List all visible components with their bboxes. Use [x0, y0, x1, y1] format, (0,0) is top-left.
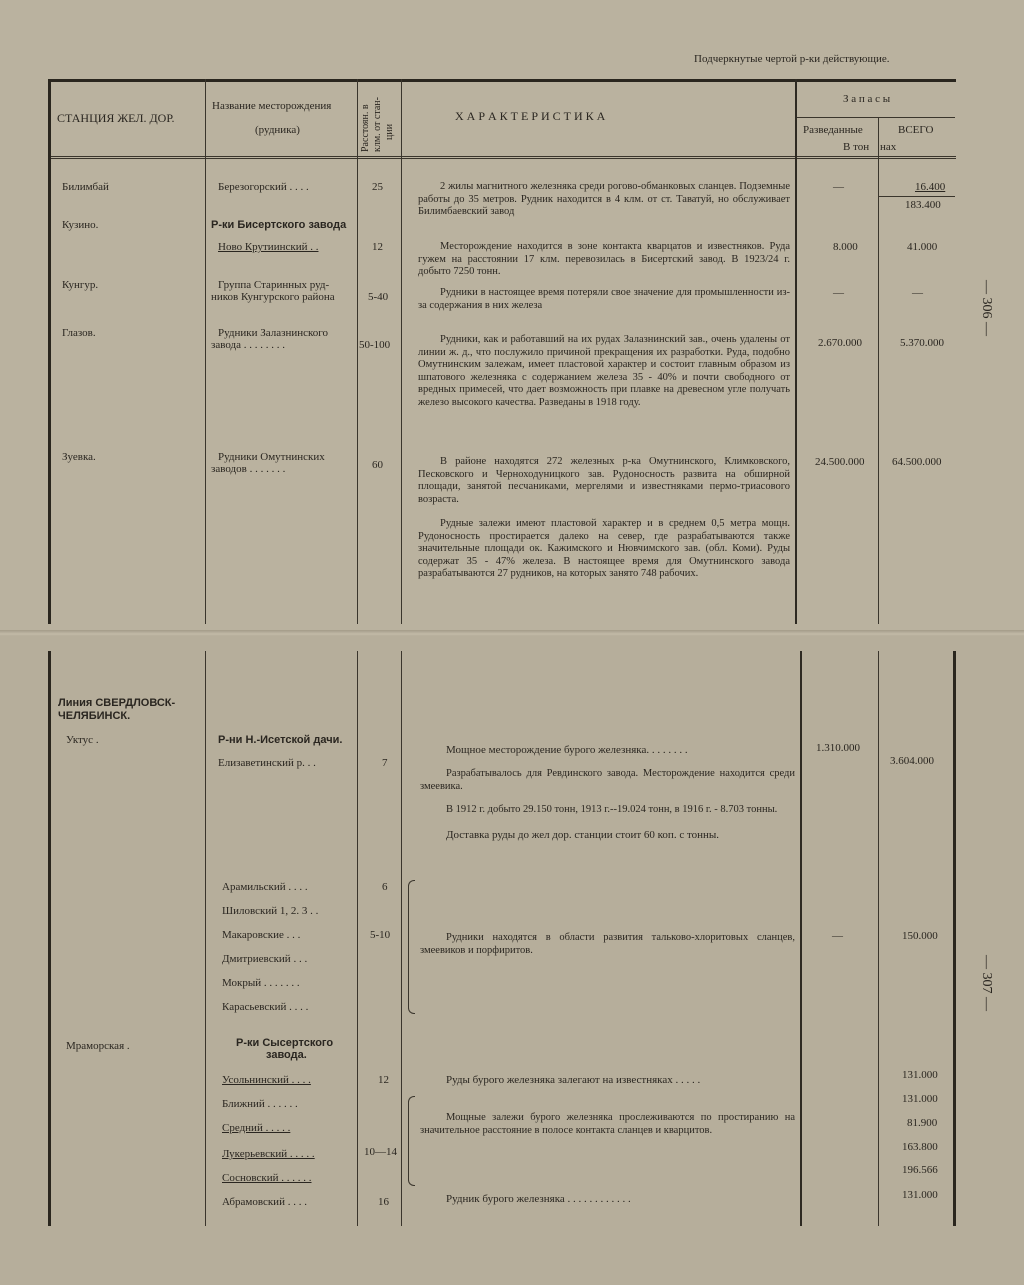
deposit-karasevsky: Карасьевский . . . . [222, 1001, 309, 1013]
dist-aramilsky: 6 [382, 881, 388, 893]
b-col-line-0 [48, 651, 51, 1226]
deposit-kungur-1: Группа Старинных руд- [218, 279, 330, 291]
header-bottom-line-2 [48, 158, 956, 159]
deposit-lukeryevsky: Лукерьевский . . . . . [222, 1148, 315, 1160]
page-number-307: — 307 — [979, 955, 994, 1011]
text-zuevka-2: Рудные залежи имеют пластовой характер и в среднем 0,5 метра мощн. Рудоносность простирается далеко на север, где разрабатываются также значительные площади ок. Кажимского и Нювчимского зав. (обл. Коми). Руды содержат 35 - 47% железа. В настоящее время для Омутнинского завода разрабатываются 27 рудников, на которых занято 748 рабочих. [418, 518, 790, 579]
total-bilimbay-2: 183.400 [905, 199, 941, 211]
explored-novo: 8.000 [833, 241, 858, 253]
col-line-3 [401, 79, 402, 624]
explored-kungur: — [833, 287, 844, 299]
deposit-makarovskie: Макаровские . . . [222, 929, 301, 941]
total-lukeryevsky: 163.800 [902, 1141, 938, 1153]
total-uktus: 3.604.000 [890, 755, 934, 767]
total-kungur: — [912, 287, 923, 299]
header-distance-3: ции [384, 123, 395, 140]
header-units-b: нах [880, 141, 897, 153]
deposit-sosnovsky: Сосновский . . . . . . [222, 1172, 312, 1184]
text-bilimbay: 2 жилы магнитного железняка среди рогово-обманковых сланцев. Подземные работы до 35 метров. Рудник находится в 4 клм. от ст. Таватуй, но обслуживает Билимбаевский завод [418, 181, 790, 217]
dist-novo: 12 [372, 241, 383, 253]
header-characteristic: Х А Р А К Т Е Р И С Т И К А [455, 109, 606, 123]
explored-bilimbay: — [833, 181, 844, 193]
header-deposit: Название месторождения [212, 100, 332, 112]
col-line-2 [357, 79, 358, 624]
station-mramorskaya: Мраморская . [66, 1040, 130, 1052]
deposit-zuevka-2: заводов . . . . . . . [211, 463, 286, 475]
deposit-zuevka-1: Рудники Омутнинских [218, 451, 325, 463]
total-split-line [878, 196, 955, 197]
header-total: ВСЕГО [898, 124, 934, 136]
dist-usolkinsky: 12 [378, 1074, 389, 1086]
explored-group2: — [832, 930, 843, 942]
text-zuevka: В районе находятся 272 железных р-ка Омутнинского, Климковского, Песковского и Черноходуницкого зав. Рудоносность развита на обширной площади, занятой песчаниками, мергелями и известняками пермо-триасового возраста. [418, 456, 790, 505]
explored-zuevka: 24.500.000 [815, 456, 865, 468]
b-col-line-1 [205, 651, 206, 1226]
header-deposit-sub: (рудника) [255, 124, 300, 136]
text-glazov: Рудники, как и работавший на их рудах Залазнинский зав., очень удалены от линии ж. д., что послужило причиной прекращения их разработки. Руда, подобно Омутнинским залежам, имеет пластовой характер и состоит главным образом из шпатового железняка с содержанием железа 35 - 40% и почти свободного от вредных примесей, что дает возможность при плавке на древесном угле получать железо высокого качества. Разведаны в 1918 году. [418, 334, 790, 408]
text-uktus-2: Разрабатывалось для Ревдинского завода. Месторождение находится среди змеевика. [420, 768, 795, 792]
station-kungur: Кунгур. [62, 279, 99, 291]
text-uktus-4: Доставка руды до жел дор. станции стоит 60 коп. с тонны. [446, 829, 720, 841]
station-bilimbay: Билимбай [62, 181, 109, 193]
header-bottom-line [48, 156, 956, 157]
header-explored: Разведанные [803, 124, 863, 136]
deposit-blizhny: Ближний . . . . . . [222, 1098, 298, 1110]
text-novo: Месторождение находится в зоне контакта кварцатов и известняков. Руда гужем на расстоянии 17 клм. перевозилась в Бисертский завод. В 1923/24 г. добыто 7250 тонн. [418, 241, 790, 277]
total-group2: 150.000 [902, 930, 938, 942]
dist-group2: 5-10 [370, 929, 391, 941]
text-mramor-group: Мощные залежи бурого железняка прослеживаются по простиранию на значительное расстояние в полосе контакта сланцев и кварцитов. [420, 1112, 795, 1136]
header-station: СТАНЦИЯ ЖЕЛ. ДОР. [57, 111, 175, 125]
group-bisert: Р-ки Бисертского завода [211, 219, 347, 231]
brace-mramor [408, 1096, 415, 1186]
b-col-line-3 [401, 651, 402, 1226]
total-usolkinsky: 131.000 [902, 1069, 938, 1081]
total-blizhny: 131.000 [902, 1093, 938, 1105]
legend-note: Подчеркнутые чертой р-ки действующие. [694, 53, 890, 65]
deposit-abramovsky: Абрамовский . . . . [222, 1196, 307, 1208]
dist-glazov: 50-100 [359, 339, 391, 351]
dist-mramor-group: 10—14 [364, 1146, 397, 1158]
total-sosnovsky: 196.566 [902, 1164, 938, 1176]
col-line-5 [878, 117, 879, 624]
deposit-glazov-1: Рудники Залазнинского [218, 327, 329, 339]
b-col-line-6 [953, 651, 956, 1226]
dist-bilimbay: 25 [372, 181, 383, 193]
text-kungur: Рудники в настоящее время потеряли свое значение для промышленности из-за содержания в них железа [418, 287, 790, 311]
page-number-306: — 306 — [979, 280, 994, 336]
deposit-usolkinsky: Усольнинский . . . . [222, 1074, 311, 1086]
group-sysert-2: завода. [266, 1049, 307, 1061]
total-glazov: 5.370.000 [900, 337, 944, 349]
deposit-mokry: Мокрый . . . . . . . [222, 977, 300, 989]
deposit-glazov-2: завода . . . . . . . . [211, 339, 286, 351]
deposit-novo: Ново Крутиинский . . [218, 241, 319, 253]
dist-uktus: 7 [382, 757, 388, 769]
text-usolkinsky: Руды бурого железняка залегают на известняках . . . . . [446, 1074, 701, 1086]
line-sverdlovsk: Линия СВЕРДЛОВСК-ЧЕЛЯБИНСК. [58, 697, 176, 722]
total-novo: 41.000 [907, 241, 938, 253]
total-zuevka: 64.500.000 [892, 456, 942, 468]
group-sysert-1: Р-ки Сысертского [236, 1037, 334, 1049]
text-abramovsky: Рудник бурого железняка . . . . . . . . . . . . [446, 1193, 631, 1205]
station-kuzino: Кузино. [62, 219, 99, 231]
total-bilimbay: 16.400 [915, 181, 946, 193]
dist-abramovsky: 16 [378, 1196, 389, 1208]
header-distance-1: Расстоян. в [360, 104, 371, 152]
header-distance-2: клм. от стан- [372, 97, 383, 152]
total-abramovsky: 131.000 [902, 1189, 938, 1201]
col-line-1 [205, 79, 206, 624]
col-line-0 [48, 79, 51, 624]
deposit-berezogorsky: Березогорский . . . . [218, 181, 309, 193]
station-uktus: Уктус . [66, 734, 99, 746]
text-uktus-1: Мощное месторождение бурого железняка. . . . . . . . [446, 744, 688, 756]
deposit-sredny: Средний . . . . . [222, 1122, 291, 1134]
table-top-border [48, 79, 956, 82]
brace-group2 [408, 880, 415, 1014]
explored-uktus: 1.310.000 [816, 742, 860, 754]
col-line-4 [795, 79, 797, 624]
station-zuevka: Зуевка. [62, 451, 96, 463]
group-n-iset: Р-ни Н.-Исетской дачи. [218, 734, 343, 746]
deposit-dmitrievsky: Дмитриевский . . . [222, 953, 308, 965]
deposit-aramilsky: Арамильский . . . . [222, 881, 308, 893]
total-sredny: 81.900 [907, 1117, 938, 1129]
deposit-elizavetinsky: Елизаветинский р. . . [218, 757, 316, 769]
reserves-split-line [797, 117, 955, 118]
header-reserves: З а п а с ы [843, 93, 891, 105]
deposit-shilovsky: Шиловский 1, 2. 3 . . [222, 905, 319, 917]
b-col-line-4 [800, 651, 802, 1226]
explored-glazov: 2.670.000 [818, 337, 862, 349]
dist-kungur: 5-40 [368, 291, 389, 303]
deposit-kungur-2: ников Кунгурского района [211, 291, 335, 303]
text-group2: Рудники находятся в области развития тальково-хлоритовых сланцев, змеевиков и порфиритов. [420, 932, 795, 956]
text-uktus-3: В 1912 г. добыто 29.150 тонн, 1913 г.--19.024 тонн, в 1916 г. - 8.703 тонны. [446, 804, 778, 815]
b-col-line-5 [878, 651, 879, 1226]
station-glazov: Глазов. [62, 327, 96, 339]
dist-zuevka: 60 [372, 459, 383, 471]
page-307 [0, 636, 1024, 1285]
b-col-line-2 [357, 651, 358, 1226]
header-units-a: В тон [843, 141, 870, 153]
